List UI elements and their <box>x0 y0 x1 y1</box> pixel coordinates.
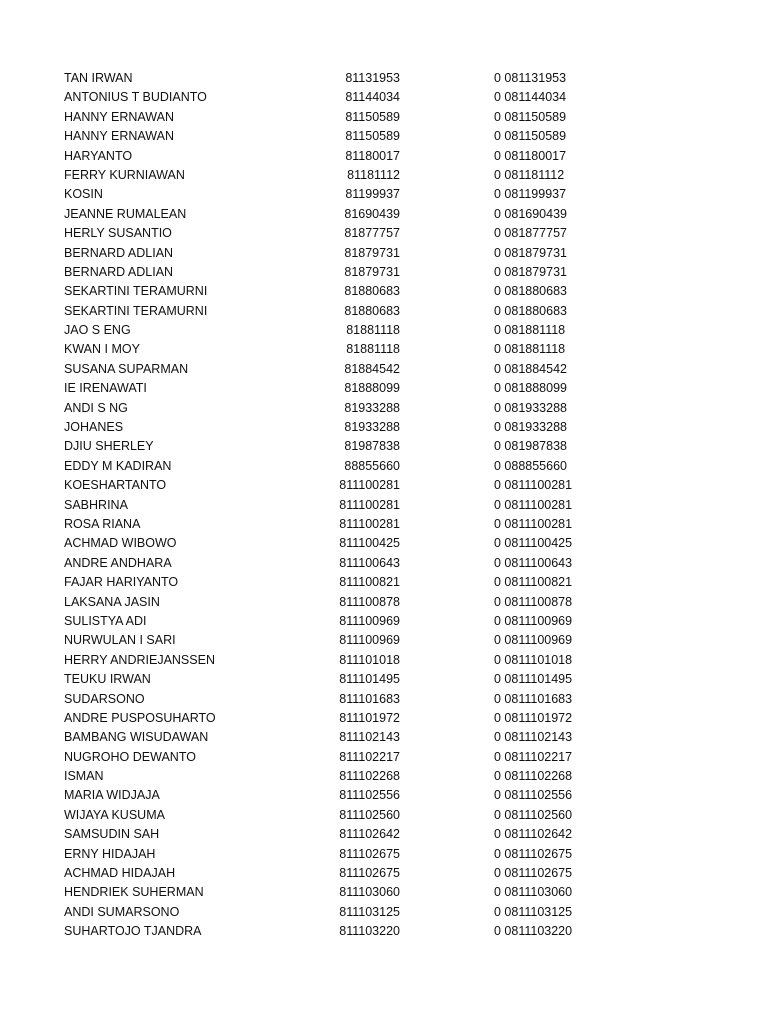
contact-phone: 0 0811101495 <box>494 672 573 687</box>
contact-name: BAMBANG WISUDAWAN <box>64 730 209 745</box>
contact-number: 811102268 <box>339 769 400 784</box>
contact-number: 81933288 <box>344 420 400 435</box>
contact-name: NUGROHO DEWANTO <box>64 749 196 764</box>
table-row <box>0 302 768 321</box>
table-row <box>0 244 768 263</box>
contact-phone: 0 081880683 <box>494 284 567 299</box>
table-row <box>0 399 768 418</box>
contact-name: SUHARTOJO TJANDRA <box>64 924 202 939</box>
table-row <box>0 340 768 359</box>
contact-phone: 0 081881118 <box>494 323 566 338</box>
table-row <box>0 670 768 689</box>
contact-number: 811102560 <box>339 807 400 822</box>
contact-phone: 0 0811100969 <box>494 613 573 628</box>
contact-phone: 0 081933288 <box>494 420 567 435</box>
contact-number: 811100425 <box>339 536 400 551</box>
contact-name: SUSANA SUPARMAN <box>64 361 189 376</box>
contact-number: 81199937 <box>345 187 400 202</box>
contact-name: ANDRE PUSPOSUHARTO <box>64 710 216 725</box>
table-row <box>0 845 768 864</box>
contact-phone: 0 0811100821 <box>494 575 573 590</box>
contact-number: 81881118 <box>346 342 400 357</box>
contact-phone: 0 081877757 <box>494 226 567 241</box>
table-row <box>0 147 768 166</box>
contact-phone: 0 088855660 <box>494 458 567 473</box>
contact-phone: 0 081884542 <box>494 361 567 376</box>
table-row <box>0 534 768 553</box>
contact-name: HENDRIEK SUHERMAN <box>64 885 204 900</box>
table-row <box>0 69 768 88</box>
contact-number: 81877757 <box>344 226 400 241</box>
table-row <box>0 205 768 224</box>
contact-name: SABHRINA <box>64 497 128 512</box>
contact-phone: 0 0811103060 <box>494 885 573 900</box>
table-row <box>0 709 768 728</box>
contact-name: SEKARTINI TERAMURNI <box>64 303 208 318</box>
contact-number: 81180017 <box>345 148 400 163</box>
contact-phone: 0 0811102642 <box>494 827 573 842</box>
contact-number: 811103060 <box>339 885 400 900</box>
contact-name: ISMAN <box>64 769 104 784</box>
table-row <box>0 418 768 437</box>
contact-name: KOESHARTANTO <box>64 478 167 493</box>
table-row <box>0 379 768 398</box>
contact-number: 811102675 <box>339 866 400 881</box>
contact-number: 811100969 <box>339 633 400 648</box>
contact-name: ROSA RIANA <box>64 516 141 531</box>
contact-name: HERRY ANDRIEJANSSEN <box>64 652 215 667</box>
table-row <box>0 903 768 922</box>
contact-phone: 0 081933288 <box>494 400 567 415</box>
contact-name: NURWULAN I SARI <box>64 633 176 648</box>
contact-number: 81933288 <box>344 400 400 415</box>
contact-name: ACHMAD WIBOWO <box>64 536 177 551</box>
table-row <box>0 166 768 185</box>
contact-phone: 0 0811102268 <box>494 769 573 784</box>
contact-number: 81880683 <box>344 284 400 299</box>
contact-phone: 0 0811100425 <box>494 536 573 551</box>
contact-phone: 0 0811100878 <box>494 594 573 609</box>
contact-name: JOHANES <box>64 420 124 435</box>
table-row <box>0 554 768 573</box>
contact-name: SAMSUDIN SAH <box>64 827 160 842</box>
contact-phone: 0 0811102560 <box>494 807 573 822</box>
table-row <box>0 108 768 127</box>
contact-number: 811100878 <box>339 594 400 609</box>
contact-phone: 0 081199937 <box>494 187 567 202</box>
contact-number: 811101683 <box>339 691 400 706</box>
contact-phone: 0 0811102217 <box>494 749 573 764</box>
contact-name: WIJAYA KUSUMA <box>64 807 165 822</box>
contact-phone: 0 0811100281 <box>494 478 573 493</box>
table-row <box>0 864 768 883</box>
contact-number: 81987838 <box>344 439 400 454</box>
contact-name: LAKSANA JASIN <box>64 594 160 609</box>
contact-phone: 0 081881118 <box>494 342 566 357</box>
contact-number: 81144034 <box>345 90 400 105</box>
contact-phone: 0 081987838 <box>494 439 567 454</box>
table-row <box>0 515 768 534</box>
contact-name: ANDI S NG <box>64 400 128 415</box>
contact-number: 811102143 <box>339 730 400 745</box>
contact-phone: 0 081181112 <box>494 167 565 182</box>
contact-phone: 0 081690439 <box>494 206 567 221</box>
contact-phone: 0 0811102675 <box>494 846 573 861</box>
contact-number: 811103220 <box>339 924 400 939</box>
contact-phone: 0 081180017 <box>494 148 567 163</box>
contact-number: 811103125 <box>339 904 400 919</box>
contact-phone: 0 0811101018 <box>494 652 573 667</box>
contact-number: 81150589 <box>345 109 400 124</box>
contact-number: 811102556 <box>339 788 400 803</box>
table-row <box>0 496 768 515</box>
contact-number: 811100281 <box>339 497 400 512</box>
contact-number: 81131953 <box>345 71 400 85</box>
contact-name: SUDARSONO <box>64 691 145 706</box>
contact-phone: 0 0811102143 <box>494 730 573 745</box>
table-row <box>0 825 768 844</box>
contact-phone: 0 0811103125 <box>494 904 573 919</box>
contact-number: 81879731 <box>344 264 400 279</box>
contact-number: 81881118 <box>346 323 400 338</box>
contact-number: 81690439 <box>344 206 400 221</box>
table-row <box>0 612 768 631</box>
contact-name: DJIU SHERLEY <box>64 439 154 454</box>
contact-name: JAO S ENG <box>64 323 131 338</box>
table-row <box>0 767 768 786</box>
table-row <box>0 728 768 747</box>
contact-number: 811102642 <box>339 827 400 842</box>
contact-phone: 0 0811102675 <box>494 866 573 881</box>
contact-number: 811101495 <box>339 672 400 687</box>
contact-number: 811102217 <box>339 749 400 764</box>
contact-name: ACHMAD HIDAJAH <box>64 866 176 881</box>
contact-phone: 0 0811103220 <box>494 924 573 939</box>
contact-list-sheet <box>0 69 768 942</box>
contact-phone: 0 0811101972 <box>494 710 573 725</box>
contact-number: 811100821 <box>339 575 400 590</box>
contact-number: 81879731 <box>344 245 400 260</box>
contact-number: 81181112 <box>347 167 400 182</box>
table-row <box>0 224 768 243</box>
contact-number: 811102675 <box>339 846 400 861</box>
table-row <box>0 748 768 767</box>
table-row <box>0 360 768 379</box>
contact-name: HERLY SUSANTIO <box>64 226 172 241</box>
contact-name: ANDRE ANDHARA <box>64 555 172 570</box>
table-row <box>0 457 768 476</box>
contact-name: SULISTYA ADI <box>64 613 147 628</box>
contact-name: KWAN I MOY <box>64 342 140 357</box>
contact-name: HANNY ERNAWAN <box>64 109 174 124</box>
table-row <box>0 88 768 107</box>
contact-number: 88855660 <box>344 458 400 473</box>
table-row <box>0 476 768 495</box>
contact-phone: 0 0811100281 <box>494 516 573 531</box>
contact-name: TEUKU IRWAN <box>64 672 151 687</box>
contact-phone: 0 081131953 <box>494 71 567 85</box>
table-row <box>0 651 768 670</box>
contact-name: HARYANTO <box>64 148 133 163</box>
table-row <box>0 806 768 825</box>
contact-name: EDDY M KADIRAN <box>64 458 172 473</box>
contact-number: 811101018 <box>339 652 400 667</box>
contact-name: BERNARD ADLIAN <box>64 264 174 279</box>
contact-phone: 0 0811102556 <box>494 788 573 803</box>
contact-phone: 0 081879731 <box>494 245 567 260</box>
table-row <box>0 922 768 941</box>
contact-name: IE IRENAWATI <box>64 381 147 396</box>
contact-number: 811101972 <box>339 710 400 725</box>
contact-name: FAJAR HARIYANTO <box>64 575 179 590</box>
table-row <box>0 593 768 612</box>
contact-name: ERNY HIDAJAH <box>64 846 156 861</box>
table-row <box>0 437 768 456</box>
contact-name: ANTONIUS T BUDIANTO <box>64 90 207 105</box>
contact-name: JEANNE RUMALEAN <box>64 206 187 221</box>
contact-phone: 0 081144034 <box>494 90 567 105</box>
table-row <box>0 321 768 340</box>
contact-number: 81888099 <box>344 381 400 396</box>
contact-phone: 0 081150589 <box>494 109 567 124</box>
table-row <box>0 786 768 805</box>
contact-number: 81884542 <box>344 361 400 376</box>
table-row <box>0 883 768 902</box>
contact-name: FERRY KURNIAWAN <box>64 167 185 182</box>
contact-number: 81880683 <box>344 303 400 318</box>
contact-name: MARIA WIDJAJA <box>64 788 160 803</box>
contact-number: 811100969 <box>339 613 400 628</box>
contact-phone: 0 081150589 <box>494 129 567 144</box>
contact-phone: 0 081880683 <box>494 303 567 318</box>
contact-phone: 0 0811100969 <box>494 633 573 648</box>
contact-phone: 0 081879731 <box>494 264 567 279</box>
contact-number: 811100643 <box>339 555 400 570</box>
contact-name: BERNARD ADLIAN <box>64 245 174 260</box>
contact-phone: 0 081888099 <box>494 381 567 396</box>
contact-number: 811100281 <box>339 516 400 531</box>
contact-name: ANDI SUMARSONO <box>64 904 180 919</box>
contact-name: HANNY ERNAWAN <box>64 129 174 144</box>
table-row <box>0 282 768 301</box>
contact-name: TAN IRWAN <box>64 71 133 85</box>
table-row <box>0 185 768 204</box>
table-row <box>0 631 768 650</box>
contact-number: 81150589 <box>345 129 400 144</box>
contact-phone: 0 0811100281 <box>494 497 573 512</box>
contact-name: KOSIN <box>64 187 103 202</box>
table-row <box>0 573 768 592</box>
contact-name: SEKARTINI TERAMURNI <box>64 284 208 299</box>
contact-phone: 0 0811100643 <box>494 555 573 570</box>
contact-number: 811100281 <box>339 478 400 493</box>
table-row <box>0 263 768 282</box>
table-row <box>0 690 768 709</box>
contact-phone: 0 0811101683 <box>494 691 573 706</box>
table-row <box>0 127 768 146</box>
